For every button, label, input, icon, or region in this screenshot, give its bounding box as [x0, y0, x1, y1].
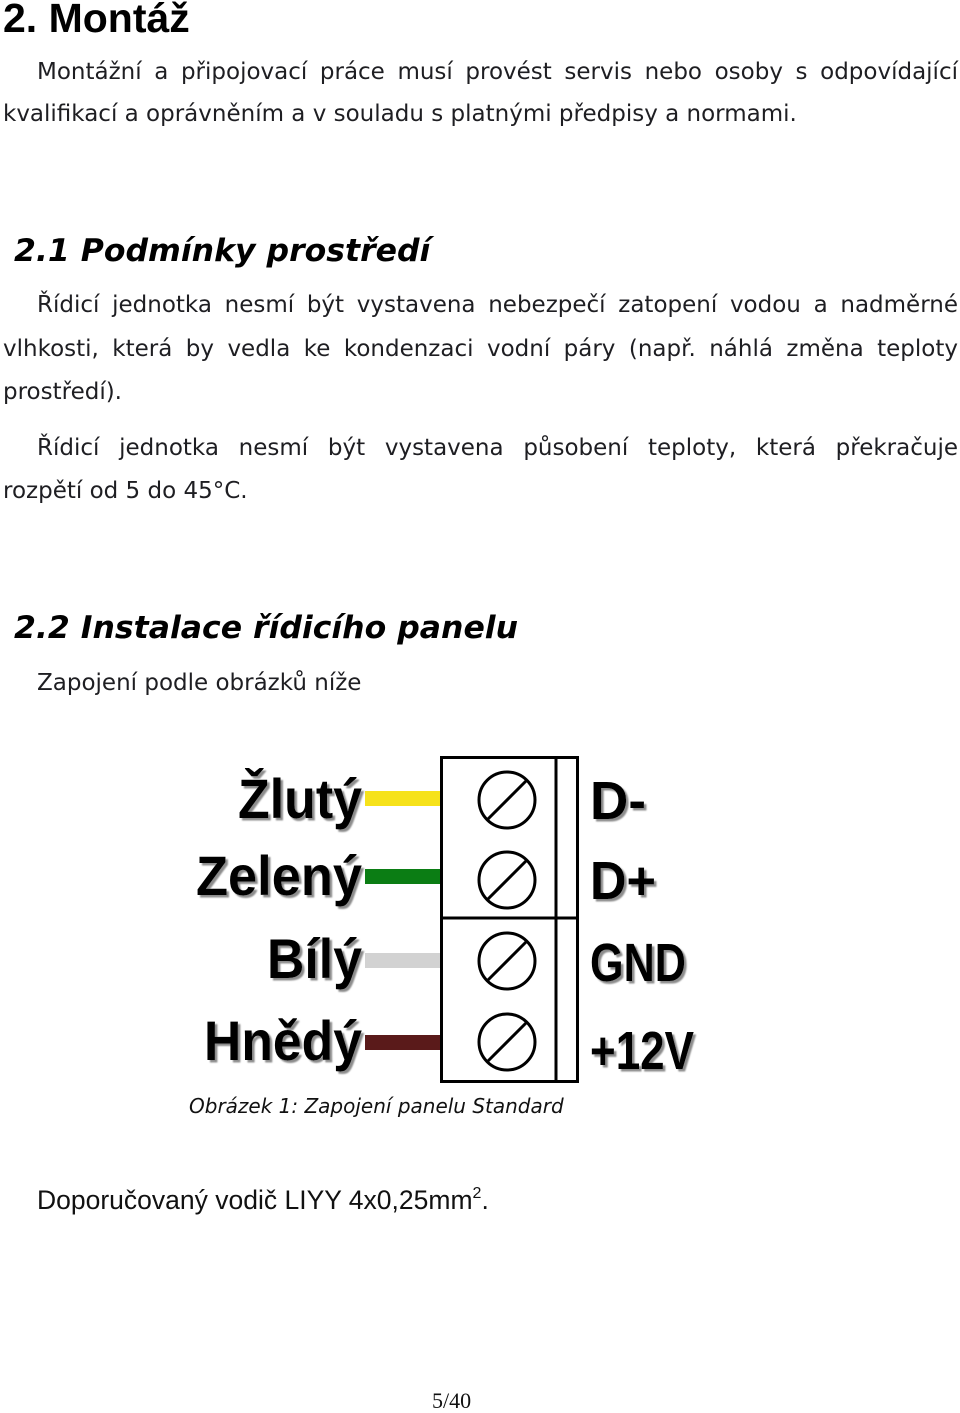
terminal-screw-12v [479, 1014, 535, 1070]
cable-recommendation-superscript: 2 [472, 1185, 482, 1202]
screw-slot [488, 942, 526, 980]
environment-paragraph-2-line-2: rozpětí od 5 do 45°C. [3, 478, 248, 504]
wiring-diagram [0, 740, 960, 1090]
terminal-label-d-plus: D+ [590, 851, 656, 911]
terminal-label-d-minus: D- [590, 771, 646, 831]
terminal-label-gnd: GND [590, 933, 686, 993]
cable-recommendation-text: Doporučovaný vodič LIYY 4x0,25mm [37, 1185, 473, 1215]
subsection-title-environment: 2.1 Podmínky prostředí [14, 233, 431, 269]
environment-paragraph-1-line-1: Řídicí jednotka nesmí být vystavena nebezpečí zatopení vodou a nadměrné [37, 292, 958, 318]
wire-yellow [365, 791, 442, 806]
page-number: 5/40 [432, 1388, 472, 1413]
intro-line-2: kvalifikací a oprávněním a v souladu s platnými předpisy a normami. [3, 101, 797, 127]
screw-slot [488, 861, 526, 899]
environment-paragraph-2-line-1: Řídicí jednotka nesmí být vystavena působení teploty, která překračuje [37, 435, 958, 461]
subsection-title-installation: 2.2 Instalace řídicího panelu [14, 610, 519, 646]
environment-paragraph-1-line-2: vlhkosti, která by vedla ke kondenzaci vodní páry (např. náhlá změna teploty [3, 336, 958, 362]
intro-line-1: Montážní a připojovací práce musí provést servis nebo osoby s odpovídající [37, 59, 958, 85]
wire-label-white: Bílý [267, 927, 362, 990]
environment-paragraph-1-line-3: prostředí). [3, 379, 122, 405]
screw-slot [488, 781, 526, 819]
wire-label-green: Zelený [196, 844, 362, 907]
wire-label-brown: Hnědý [204, 1009, 362, 1072]
wire-white [365, 953, 442, 968]
section-title: 2. Montáž [3, 0, 190, 41]
wire-label-yellow: Žlutý [238, 767, 362, 830]
wire-brown [365, 1035, 442, 1050]
cable-recommendation [37, 1185, 489, 1215]
terminal-screw-d-minus [479, 772, 535, 828]
figure-caption: Obrázek 1: Zapojení panelu Standard [189, 1094, 564, 1118]
cable-recommendation-suffix: . [481, 1185, 489, 1215]
terminal-screw-gnd [479, 933, 535, 989]
terminal-label-12v: +12V [590, 1021, 694, 1081]
installation-intro: Zapojení podle obrázků níže [37, 670, 362, 696]
terminal-screw-d-plus [479, 852, 535, 908]
wire-green [365, 869, 442, 884]
screw-slot [488, 1023, 526, 1061]
